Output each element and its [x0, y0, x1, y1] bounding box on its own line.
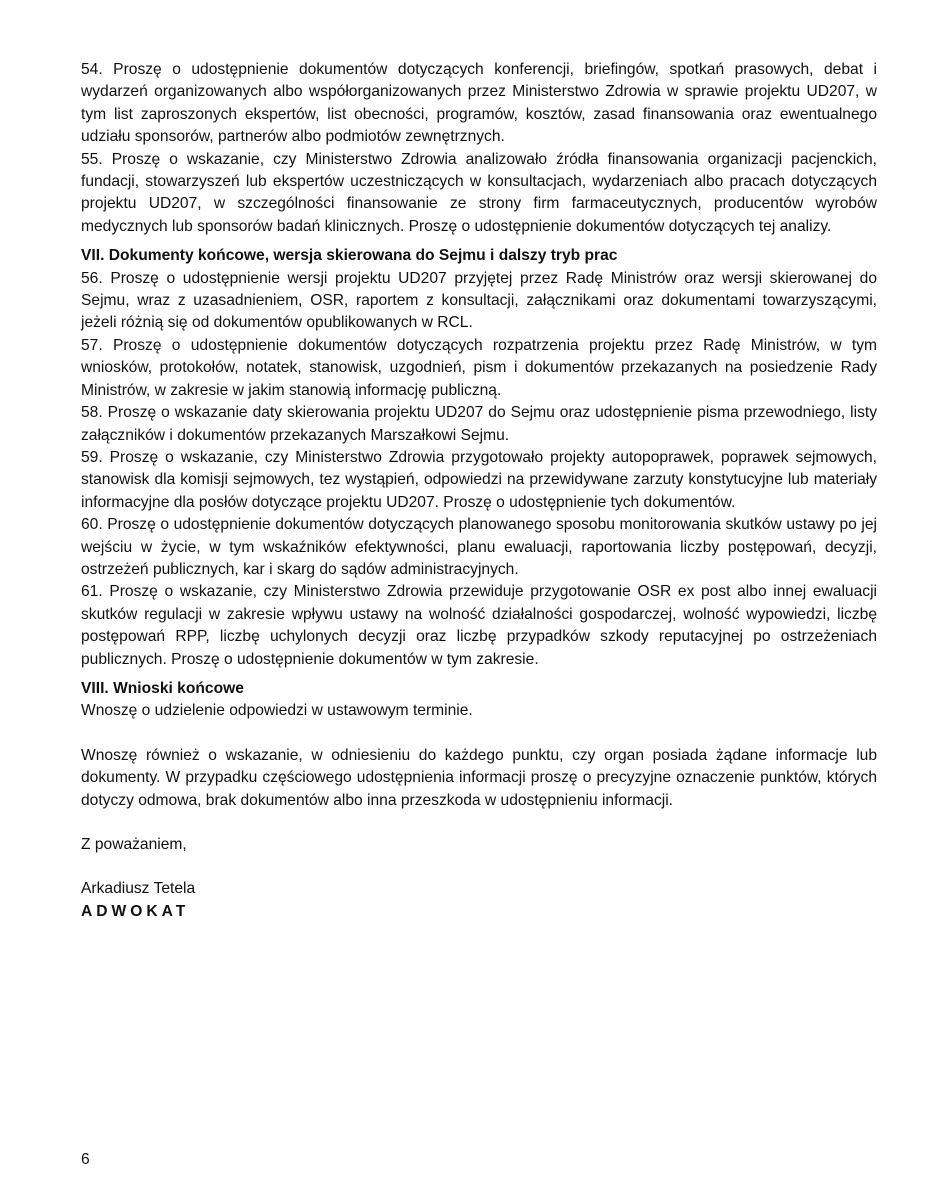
- item-56: 56. Proszę o udostępnienie wersji projektu UD207 przyjętej przez Radę Ministrów oraz wersji skierowanej do Sejmu, wraz z uzasadnieniem, OSR, raportem z konsultacji, załącznikami oraz dokumentami towarzyszącymi, jeżeli różnią się od dokumentów opublikowanych w RCL.: [81, 269, 877, 332]
- item-54: 54. Proszę o udostępnienie dokumentów dotyczących konferencji, briefingów, spotkań prasowych, debat i wydarzeń organizowanych albo współorganizowanych przez Ministerstwo Zdrowia w sprawie projektu UD207, w tym list zaproszonych ekspertów, list obecności, programów, kosztów, zasad finansowania oraz ewentualnego udziału sponsorów, partnerów albo podmiotów zewnętrznych.: [81, 61, 877, 146]
- salutation: Z poważaniem,: [81, 836, 187, 853]
- section-viii-heading: VIII. Wnioski końcowe: [81, 679, 244, 697]
- item-58: 58. Proszę o wskazanie daty skierowania projektu UD207 do Sejmu oraz udostępnienie pisma przewodniego, listy załączników i dokumentów przekazanych Marszałkowi Sejmu.: [81, 404, 877, 444]
- spacer: [81, 723, 877, 745]
- page-number: 6: [81, 1151, 90, 1168]
- item-59: 59. Proszę o wskazanie, czy Ministerstwo Zdrowia przygotowało projekty autopoprawek, poprawek sejmowych, stanowisk dla komisji sejmowych, tez wystąpień, odpowiedzi na przewidywane zarzuty konstytucyjne lub materiały informacyjne dla posłów dotyczące projektu UD207. Proszę o udostępnienie tych dokumentów.: [81, 448, 877, 511]
- item-60: 60. Proszę o udostępnienie dokumentów dotyczących planowanego sposobu monitorowania skutków ustawy po jej wejściu w życie, w tym wskaźników efektywności, planu ewaluacji, raportowania liczby postępowań, decyzji, ostrzeżeń publicznych, kar i skarg do sądów administracyjnych.: [81, 516, 877, 578]
- item-57: 57. Proszę o udostępnienie dokumentów dotyczących rozpatrzenia projektu przez Radę Ministrów, w tym wniosków, protokołów, notatek, stanowisk, uzgodnień, pism i dokumentów przekazanych na posiedzenie Rady Ministrów, w zakresie w jakim stanowią informację publiczną.: [81, 336, 877, 399]
- document-page: [81, 59, 877, 923]
- signature-name: Arkadiusz Tetela: [81, 880, 196, 898]
- signature-title: ADWOKAT: [81, 902, 190, 920]
- section-vii-heading: VII. Dokumenty końcowe, wersja skierowana do Sejmu i dalszy tryb prac: [81, 247, 618, 265]
- item-55: 55. Proszę o wskazanie, czy Ministerstwo Zdrowia analizowało źródła finansowania organizacji pacjenckich, fundacji, stowarzyszeń lub ekspertów uczestniczących w konsultacjach, wydarzeniach albo pracach dotyczących projektu UD207, w szczególności finansowanie ze strony firm farmaceutycznych, producentów wyrobów medycznych lub sponsorów badań klinicznych. Proszę o udostępnienie dokumentów dotyczących tej analizy.: [81, 150, 877, 235]
- closing-paragraph: Wnoszę również o wskazanie, w odniesieniu do każdego punktu, czy organ posiada żądane informacje lub dokumenty. W przypadku częściowego udostępnienia informacji proszę o precyzyjne oznaczenie punktów, których dotyczy odmowa, brak dokumentów albo inna przeszkoda w udostępnieniu informacji.: [81, 746, 877, 809]
- spacer: [81, 812, 877, 834]
- spacer: [81, 856, 877, 878]
- closing-request: Wnoszę o udzielenie odpowiedzi w ustawowym terminie.: [81, 702, 473, 720]
- item-61: 61. Proszę o wskazanie, czy Ministerstwo Zdrowia przewiduje przygotowanie OSR ex post albo innej ewaluacji skutków regulacji w zakresie wpływu ustawy na wolność działalności gospodarczej, wolność wypowiedzi, liczbę postępowań RPP, liczbę uchylonych decyzji oraz liczbę przypadków szkody reputacyjnej po ostrzeżeniach publicznych. Proszę o udostępnienie dokumentów w tym zakresie.: [81, 583, 877, 668]
